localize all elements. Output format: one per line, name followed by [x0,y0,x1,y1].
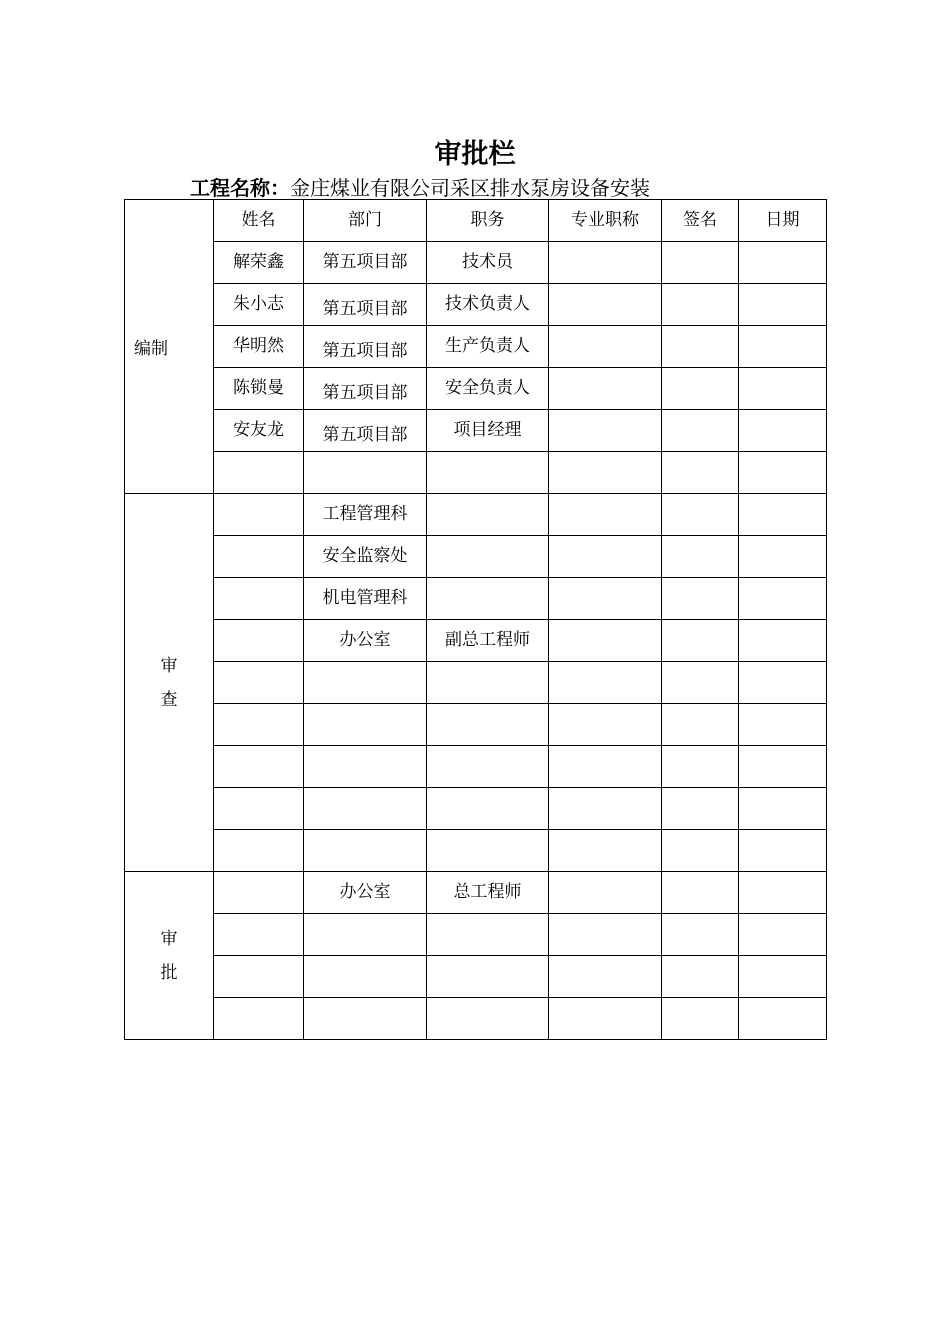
cell-date[interactable] [739,662,827,704]
cell-position[interactable] [427,788,549,830]
cell-name[interactable] [214,536,304,578]
table-row-empty [125,788,827,830]
cell-name[interactable] [214,956,304,998]
cell-name[interactable] [214,662,304,704]
cell-position[interactable] [427,914,549,956]
cell-date[interactable] [739,536,827,578]
cell-dept[interactable] [304,788,427,830]
cell-date[interactable] [739,368,827,410]
table-row-empty [125,914,827,956]
table-row [125,242,827,284]
cell-signature[interactable] [662,452,739,494]
section-compile [125,200,214,494]
cell-title[interactable] [549,452,662,494]
cell-name: 安友龙 [214,410,304,452]
cell-date[interactable] [739,620,827,662]
cell-date[interactable] [739,494,827,536]
cell-title[interactable] [549,662,662,704]
cell-dept: 第五项目部 [304,368,427,410]
cell-signature[interactable] [662,704,739,746]
cell-title[interactable] [549,368,662,410]
cell-dept: 安全监察处 [304,536,427,578]
cell-title[interactable] [549,998,662,1040]
table-row [125,410,827,452]
cell-position [427,578,549,620]
cell-dept: 第五项目部 [304,284,427,326]
cell-position[interactable] [427,452,549,494]
cell-dept: 机电管理科 [304,578,427,620]
cell-title[interactable] [549,956,662,998]
cell-title[interactable] [549,788,662,830]
table-row-empty [125,662,827,704]
cell-signature[interactable] [662,536,739,578]
page-title: 审批栏 [434,139,516,170]
cell-title[interactable] [549,578,662,620]
cell-dept[interactable] [304,830,427,872]
cell-date[interactable] [739,830,827,872]
cell-signature[interactable] [662,410,739,452]
table-row-empty [125,830,827,872]
cell-name[interactable] [214,746,304,788]
cell-name: 陈锁曼 [214,368,304,410]
table-row [125,368,827,410]
cell-dept: 工程管理科 [304,494,427,536]
cell-date[interactable] [739,242,827,284]
approval-table [124,199,827,1040]
cell-name[interactable] [214,914,304,956]
cell-signature[interactable] [662,788,739,830]
cell-signature[interactable] [662,284,739,326]
table-row [125,536,827,578]
cell-date[interactable] [739,704,827,746]
cell-signature[interactable] [662,662,739,704]
cell-dept: 办公室 [304,620,427,662]
table-row-empty [125,956,827,998]
cell-dept[interactable] [304,998,427,1040]
cell-date[interactable] [739,746,827,788]
cell-name: 朱小志 [214,284,304,326]
cell-dept[interactable] [304,704,427,746]
cell-signature[interactable] [662,830,739,872]
cell-position: 技术负责人 [427,284,549,326]
section-approve-label: 审 批 [160,928,178,983]
table-row [125,578,827,620]
cell-dept[interactable] [304,914,427,956]
cell-name[interactable] [214,830,304,872]
cell-date[interactable] [739,872,827,914]
section-approve [125,872,214,1040]
cell-title[interactable] [549,242,662,284]
cell-position [427,536,549,578]
cell-position: 项目经理 [427,410,549,452]
cell-signature[interactable] [662,914,739,956]
cell-date[interactable] [739,998,827,1040]
table-row [125,326,827,368]
cell-title[interactable] [549,536,662,578]
header-name: 姓名 [214,200,304,242]
cell-dept: 第五项目部 [304,242,427,284]
cell-name[interactable] [214,578,304,620]
cell-date[interactable] [739,914,827,956]
table-row-empty [125,452,827,494]
cell-position[interactable] [427,830,549,872]
cell-position: 生产负责人 [427,326,549,368]
cell-position[interactable] [427,704,549,746]
cell-name[interactable] [214,494,304,536]
section-review-label: 审 查 [160,655,178,710]
cell-signature[interactable] [662,746,739,788]
header-signature: 签名 [662,200,739,242]
header-date: 日期 [739,200,827,242]
cell-signature[interactable] [662,620,739,662]
cell-position [427,494,549,536]
header-title: 专业职称 [549,200,662,242]
cell-title[interactable] [549,746,662,788]
cell-name[interactable] [214,788,304,830]
cell-signature[interactable] [662,872,739,914]
table-row-empty [125,746,827,788]
cell-name[interactable] [214,452,304,494]
cell-name[interactable] [214,704,304,746]
cell-date[interactable] [739,956,827,998]
cell-signature[interactable] [662,578,739,620]
cell-name[interactable] [214,620,304,662]
cell-position: 总工程师 [427,872,549,914]
table-row [125,620,827,662]
cell-title[interactable] [549,704,662,746]
cell-title[interactable] [549,326,662,368]
cell-dept: 第五项目部 [304,326,427,368]
cell-name: 解荣鑫 [214,242,304,284]
cell-date[interactable] [739,410,827,452]
cell-dept[interactable] [304,452,427,494]
cell-dept: 办公室 [304,872,427,914]
table-row [125,872,827,914]
section-review [125,494,214,872]
header-row [125,200,827,242]
cell-signature[interactable] [662,494,739,536]
cell-name[interactable] [214,872,304,914]
cell-dept[interactable] [304,662,427,704]
cell-title[interactable] [549,494,662,536]
cell-dept[interactable] [304,746,427,788]
cell-signature[interactable] [662,326,739,368]
table-row [125,494,827,536]
cell-title[interactable] [549,872,662,914]
project-label: 工程名称： [190,176,290,200]
cell-title[interactable] [549,620,662,662]
header-dept: 部门 [304,200,427,242]
cell-position[interactable] [427,998,549,1040]
cell-signature[interactable] [662,998,739,1040]
header-position: 职务 [427,200,549,242]
cell-signature[interactable] [662,242,739,284]
table-row-empty [125,704,827,746]
cell-title[interactable] [549,914,662,956]
cell-date[interactable] [739,326,827,368]
cell-signature[interactable] [662,956,739,998]
cell-date[interactable] [739,284,827,326]
project-name: 金庄煤业有限公司采区排水泵房设备安装 [290,176,650,200]
section-compile-label: 编制 [134,339,168,359]
cell-position[interactable] [427,662,549,704]
cell-date[interactable] [739,578,827,620]
project-line [190,172,650,201]
cell-signature[interactable] [662,368,739,410]
cell-title[interactable] [549,410,662,452]
cell-date[interactable] [739,788,827,830]
cell-title[interactable] [549,284,662,326]
cell-position: 安全负责人 [427,368,549,410]
cell-date[interactable] [739,452,827,494]
table-row [125,284,827,326]
cell-title[interactable] [549,830,662,872]
cell-name: 华明然 [214,326,304,368]
cell-position[interactable] [427,746,549,788]
cell-position: 副总工程师 [427,620,549,662]
table-row-empty [125,998,827,1040]
cell-position: 技术员 [427,242,549,284]
cell-name[interactable] [214,998,304,1040]
cell-position[interactable] [427,956,549,998]
cell-dept: 第五项目部 [304,410,427,452]
cell-dept[interactable] [304,956,427,998]
